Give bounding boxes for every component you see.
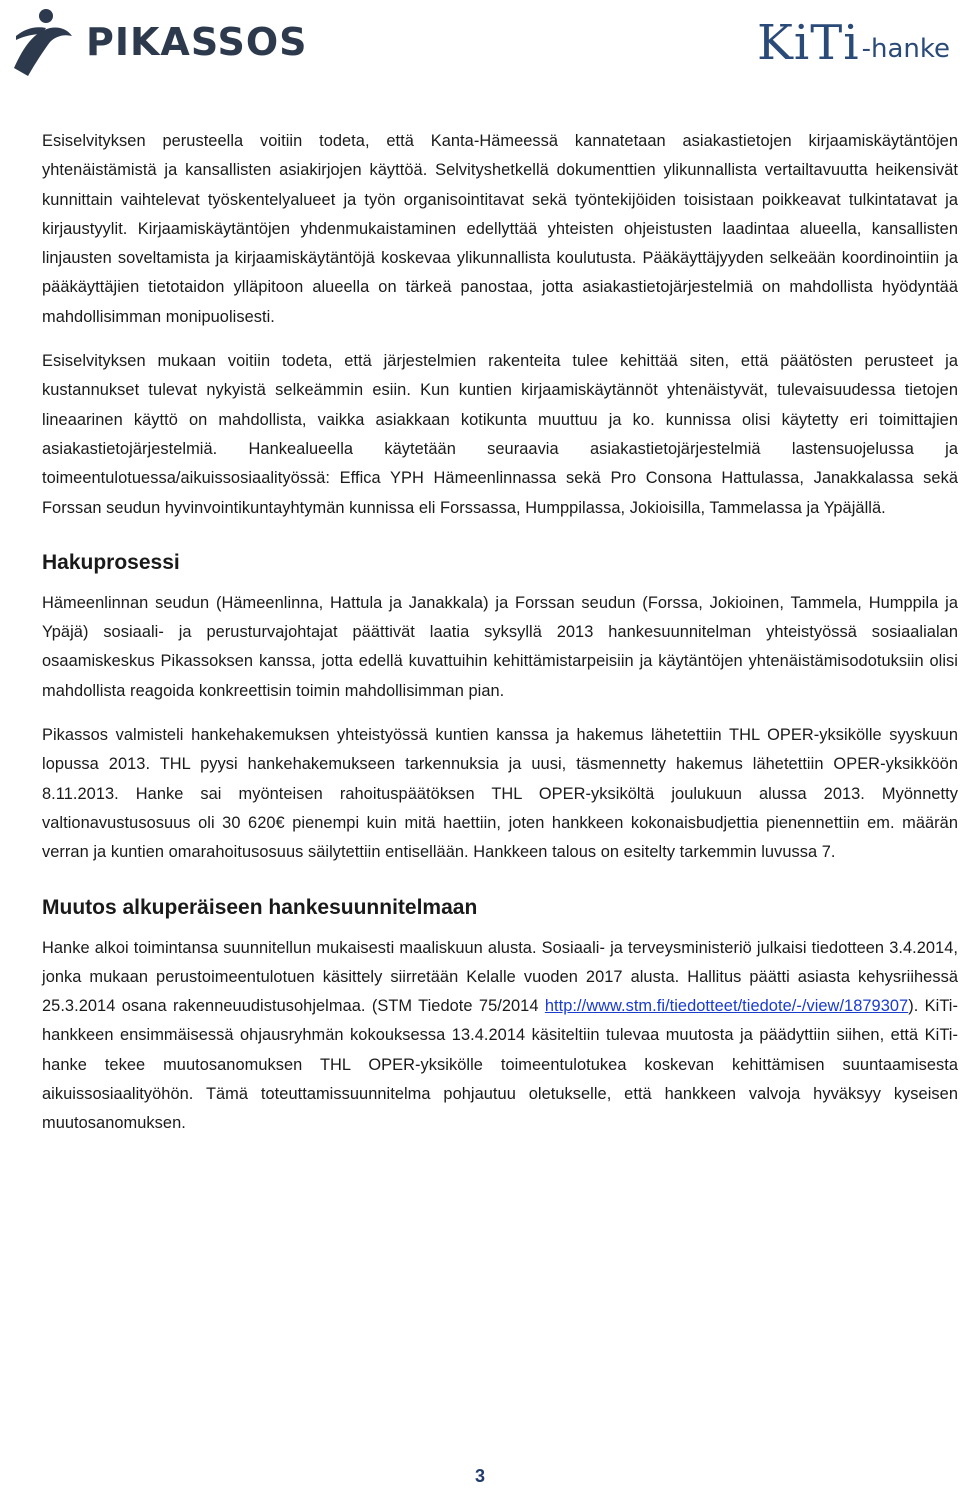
document-body (42, 127, 958, 1139)
kiti-hanke-logo (720, 8, 950, 78)
paragraph-with-link (42, 934, 958, 1139)
pikassos-logo-text: PIKASSOS (86, 20, 308, 64)
stm-tiedote-link[interactable]: http://www.stm.fi/tiedotteet/tiedote/-/view/1879307 (544, 997, 909, 1016)
section-heading-hakuprosessi: Hakuprosessi (42, 550, 180, 574)
figure-icon (6, 6, 78, 78)
page-number: 3 (474, 1466, 485, 1486)
paragraph: Hämeenlinnan seudun (Hämeenlinna, Hattula ja Janakkala) ja Forssan seudun (Forssa, Jokioinen, Tammela, Humppila ja Ypäjä) sosiaali- ja perusturvajohtajat päättivät laatia syksyllä 2013 hankesuunnitelman yhteistyössä sosiaalialan osaamiskeskus Pikassoksen kanssa, jotta edellä kuvattuihin kehittämistarpeisiin ja käytäntöjen yhtenäistämisodotuksiin olisi mahdollista reagoida konkreettisin toimin mahdollisimman pian. (42, 593, 958, 700)
hanke-logo-text: -hanke (861, 34, 950, 64)
paragraph-text: ). KiTi-hankkeen ensimmäisessä ohjausryhmän kokouksessa 13.4.2014 käsiteltiin tulevaa muutosta ja päädyttiin siihen, että KiTi-hanke tekee muutosanomuksen THL OPER-yksikölle toimeentulotukea koskevan kehittämisen suuntaamisesta aikuissosiaalityöhön. Tämä toteuttamissuunnitelma pohjautuu oletukselle, että hankkeen valvoja hyväksyy kyseisen muutosanomuksen. (42, 997, 959, 1133)
paragraph-text: Hanke alkoi toimintansa suunnitellun mukaisesti maaliskuun alusta. Sosiaali- ja terveysministeriö julkaisi tiedotteen 3.4.2014, jonka mukaan perustoimeentulotuen käsittely siirretään Kelalle vuoden 2017 alusta. Hallitus päätti asiasta kehysriihessä 25.3.2014 osana rakenneuudistusohjelmaa. (STM Tiedote 75/2014 (42, 938, 958, 1016)
pikassos-logo (6, 6, 306, 78)
paragraph: Pikassos valmisteli hankehakemuksen yhteistyössä kuntien kanssa ja hakemus lähetettiin THL OPER-yksikölle syyskuun lopussa 2013. THL pyysi hankehakemukseen tarkennuksia ja uusi, täsmennetty hakemus lähetettiin OPER-yksikköön 8.11.2013. Hanke sai myönteisen rahoituspäätöksen THL OPER-yksiköltä joulukuun alussa 2013. Myönnetty valtionavustusosuus oli 30 620€ pienempi kuin mitä haettiin, joten hankkeen kokonaisbudjettia pienennettiin em. määrän verran ja kuntien omarahoitusosuus säilytettiin entisellään. Hankkeen talous on esitelty tarkemmin luvussa 7. (42, 726, 958, 862)
paragraph: Esiselvityksen mukaan voitiin todeta, että järjestelmien rakenteita tulee kehittää siten, että päätösten perusteet ja kustannukset tulevat nykyistä selkeämmin esiin. Kun kuntien kirjaamiskäytännöt yhtenäistyvät, tulevaisuudessa tietojen lineaarinen käyttö on mahdollista, vaikka asiakkaan kotikunta muuttuu ja ko. kunnissa olisi käytetty eri toimittajien asiakastietojärjestelmiä. Hankealueella käytetään seuraavia asiakastietojärjestelmiä lastensuojelussa ja toimeentulotuessa/aikuissosiaalityössä: Effica YPH Hämeenlinnassa sekä Pro Consona Hattulassa, Janakkalassa sekä Forssan seudun hyvinvointikuntayhtymän kunnissa eli Forssassa, Humppilassa, Jokioisilla, Tammelassa ja Ypäjällä. (42, 352, 958, 517)
paragraph: Esiselvityksen perusteella voitiin todeta, että Kanta-Hämeessä kannatetaan asiakastietojen kirjaamiskäytäntöjen yhtenäistämistä ja kansallisten asiakirjojen käyttöä. Selvityshetkellä dokumenttien ylikunnallista vertailtavuutta heikensivät kunnittain vaihtelevat työskentelyalueet ja työn organisointitavat sekä työntekijöiden toisistaan poikkeavat tulkintatavat ja kirjaustyylit. Kirjaamiskäytäntöjen yhdenmukaistaminen edellyttää yhteisten ohjeistusten laadintaa alueella, kansallisten linjausten soveltamista ja kirjaamiskäytäntöjä koskevaa ylikunnallista koulutusta. Pääkäyttäjyyden selkeään koordinointiin ja pääkäyttäjien tietotaidon ylläpitoon alueella on tärkeä panostaa, jotta asiakastietojärjestelmiä on mahdollista hyödyntää mahdollisimman monipuolisesti. (42, 132, 958, 326)
section-heading-muutos: Muutos alkuperäiseen hankesuunnitelmaan (42, 895, 478, 919)
kiti-logo-text: KiTi (757, 15, 860, 71)
